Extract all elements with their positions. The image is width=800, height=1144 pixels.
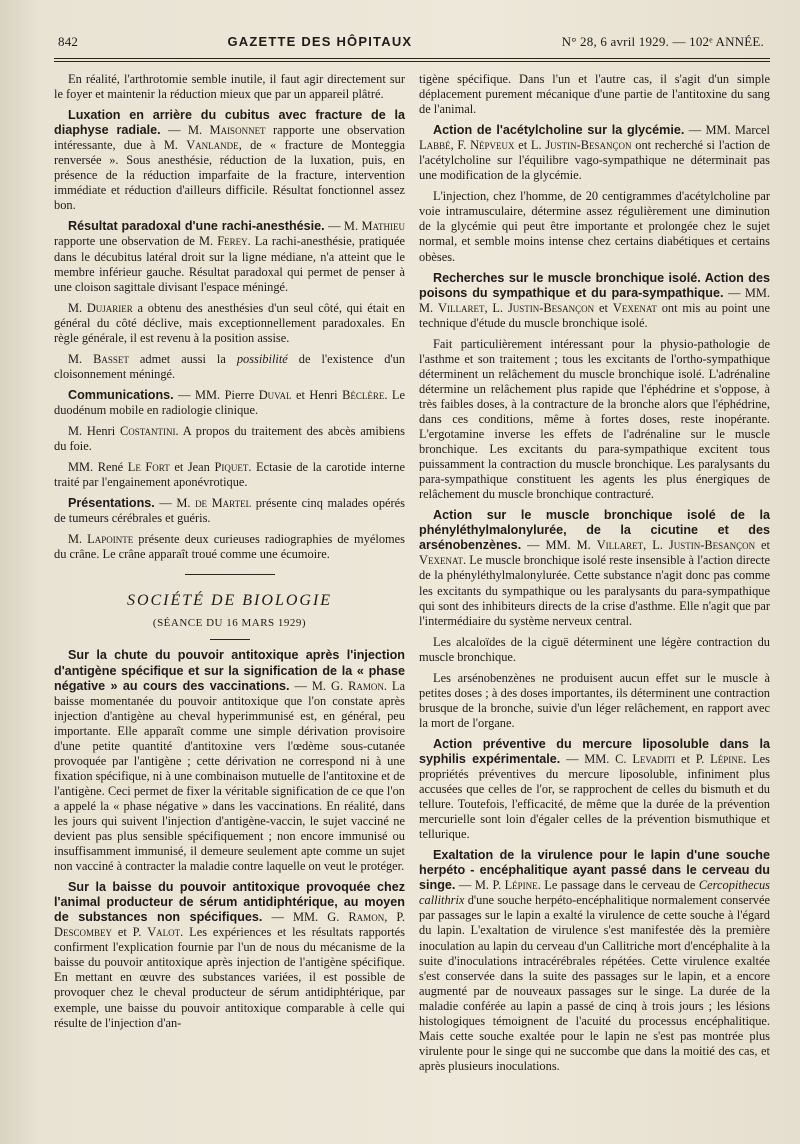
entry-text: , P. — [384, 910, 406, 925]
paragraph: Les alcaloïdes de la ciguë déterminent une légère contraction du muscle bronchique. — [419, 634, 770, 664]
entry-text: M. Henri — [68, 423, 120, 438]
paradoxal-entry — [54, 219, 405, 294]
author-name: Dujarier — [86, 300, 133, 315]
entry-text: et Jean — [169, 460, 215, 475]
dujarier-entry — [54, 301, 405, 346]
entry-text: . La baisse momentanée du pouvoir antitoxique que l'on constate après injection d'antigène au cheval hyperimmunisé est, en général, peu importante. Elle apparaît comme une simple dérivation provisoire d'une petite quantité d'antitoxine vers l'œdème sous-cutanée provoquée par l'antigène ; cette dérivation ne correspond ni à une fixation spécifique, ni à une combinaison mutuelle de l'antitoxine et de l'antigène. Ceci permet de fixer la véritable signification de ce que l'on a appelé la « phase négative » dans les vaccinations. En réalité, dans les jours qui suivent l'injection d'antigène-vaccin, le sujet vacciné ne devient pas plus sensible spécifiquement ; non encore immunisé ou insuffisamment immunisé, il demeure seulement apte comme un sujet non vacciné à contracter la maladie contre laquelle on veut le protéger. — [54, 678, 405, 874]
recherches-entry — [419, 271, 770, 331]
entry-text: et P. — [675, 751, 711, 766]
author-name: Ramon — [348, 678, 384, 693]
section-subtitle: (SÉANCE DU 16 MARS 1929) — [152, 617, 307, 630]
entry-text: et — [594, 300, 613, 315]
entry-text: — MM. Marcel — [684, 123, 770, 138]
author-name: Valot — [147, 925, 181, 940]
author-name: Levaditi — [632, 751, 676, 766]
entry-text: M. — [68, 532, 88, 547]
presentations-entry — [54, 496, 405, 526]
entry-text: M. — [68, 300, 87, 315]
entry-text: . Le passage dans le cerveau de — [537, 878, 699, 893]
paragraph: En réalité, l'arthrotomie semble inutile, il faut agir directement sur le foyer et maintenir la réduction mieux que par un appareil plâtré. — [54, 72, 405, 102]
entry-text: et P. — [111, 925, 148, 940]
entry-text: — MM. C. — [560, 751, 633, 766]
entry-title: Action de l'acétylcholine sur la glycémie. — [433, 123, 685, 138]
issue-info: N° 28, 6 avril 1929. — 102ᵉ ANNÉE. — [561, 34, 764, 49]
basset-entry — [54, 352, 405, 382]
costantini-entry — [54, 424, 405, 454]
entry-text: . A propos du traitement des abcès amibiens du foie. — [54, 423, 405, 454]
entry-text: — MM. G. — [262, 910, 349, 925]
entry-text: — M. P. — [455, 878, 505, 893]
author-name: Le Fort — [127, 460, 170, 475]
entry-text: — M. — [160, 123, 210, 138]
author-name: Villaret — [596, 538, 644, 553]
entry-title: Recherches sur le muscle bronchique isolé. Action des poisons du sympathique et du para-sympathique. — [419, 270, 770, 300]
entry-title: Exaltation de la virulence pour le lapin d'une souche herpéto - encéphalitique ayant passé dans le cerveau du singe. — [419, 848, 770, 893]
entry-text: d'une souche herpéto-encéphalitique normalement conservée par passages sur le lapin a exalté la virulence de cette souche à l'égard du lapin. L'exaltation de virulence s'est manifestée dès la première inoculation au lapin du cerveau d'un Callitriche mort d'encéphalite à la suite d'inoculations intracérébrales répétées. Cette virulence exaltée s'est conservée dans la suite des passages sur le lapin, et a encore augmenté par de nouveaux passages sur le singe. La durée de la maladie conférée au lapin a passé de cinq à trois jours ; les lésions histologiques témoignent de l'acuité du processus encéphalitique. Mais cette souche exaltée pour le lapin ne s'est pas montrée plus virulente pour le singe qui ne succombe que dans la moitié des cas, et après plusieurs inoculations. — [419, 893, 770, 1073]
entry-text: . Les expériences et les résultats rapportés confirment l'explication fournie par l'un de nous du mécanisme de la baisse du pouvoir antitoxique après injection de l'antigène spécifique. En mettant en œuvre des substances variées, il est possible de provoquer chez le cheval producteur de sérum antidiphtérique, par exemple, une baisse du pouvoir antitoxique comparable à celle qui résulte de l'injection d'an- — [54, 925, 405, 1030]
author-name: Justin-Besançon — [668, 538, 756, 553]
entry-text: , de « fracture de Monteggia renversée ». Sous anesthésie, réduction de la luxation, puis, en présence de la réduction imparfaite de la fracture, intervention immédiate et réduction d'ailleurs difficile. Résultat fonctionnel assez bon. — [54, 138, 405, 213]
author-name: Villaret — [438, 300, 485, 315]
entry-text: et — [755, 538, 771, 553]
entry-text: présente deux curieuses radiographies de myélomes du crâne. Le crâne apparaît troué comme une écumoire. — [54, 532, 405, 562]
text-columns — [54, 72, 770, 1080]
entry-title: Résultat paradoxal d'une rachi-anesthésie. — [68, 219, 325, 234]
entry-text: ont mis au point une technique d'étude du muscle bronchique isolé. — [419, 300, 771, 330]
entry-title: Sur la chute du pouvoir antitoxique après l'injection d'antigène spécifique et sur la signification de la « phase négative » au cours des vaccinations. — [54, 648, 405, 693]
author-name: Béclère — [342, 387, 385, 402]
header-rule-thin — [54, 61, 770, 62]
mercure-entry — [419, 737, 770, 842]
author-name: Piquet — [214, 460, 249, 475]
author-name: Lapointe — [87, 532, 134, 547]
entry-text: — M. G. — [289, 678, 349, 693]
paragraph: Les arsénobenzènes ne produisent aucun effet sur le muscle à petites doses ; à des doses importantes, ils déterminent une contraction brusque de la bronche, suivie d'un léger relâchement, en rapport avec la mort de l'organe. — [419, 670, 770, 730]
author-name: Justin-Besançon — [507, 300, 595, 315]
entry-text: , L. — [484, 300, 508, 315]
author-name: Duval — [258, 387, 292, 402]
section-heading — [54, 593, 405, 640]
entry-text: ont recherché si l'action de l'acétylcholine sur l'équilibre vago-sympathique ne déterminait pas une modification de la glycémie. — [419, 138, 771, 183]
author-name: Vanlande — [186, 138, 239, 153]
entry-text: , F. — [450, 138, 471, 153]
entry-text: a obtenu des anesthésies d'un seul côté, qui était en général du côté déclive, mais exceptionnellement paradoxales. En règle générale, il est revenu à la position assise. — [54, 300, 405, 345]
author-name: Lépine — [504, 878, 538, 893]
paragraph: L'injection, chez l'homme, de 20 centigrammes d'acétylcholine par voie intramusculaire, détermine assez régulièrement une diminution de la glycémie qui peut être importante et prolongée chez le sujet normal, et semble moins intense chez certains diabétiques et certains obèses. — [419, 189, 770, 264]
author-name: Lépine — [710, 751, 744, 766]
entry-text: — MM. Pierre — [173, 387, 259, 402]
chute-entry — [54, 648, 405, 874]
entry-text: — M. — [324, 219, 362, 234]
journal-title: GAZETTE DES HÔPITAUX — [227, 34, 413, 49]
entry-title: Action sur le muscle bronchique isolé de la phényléthylmalonylurée, de la cicutine et des arsénobenzènes. — [419, 508, 770, 553]
author-name: Népveux — [470, 138, 515, 153]
author-name: Ferey — [217, 234, 248, 249]
baisse-entry — [54, 880, 405, 1030]
entry-text: . La rachi-anesthésie, pratiquée dans le décubitus latéral droit sur la ligne médiane, n'a atteint que le membre inférieur gauche. Résultat paradoxal qui permet de penser à une cloison sagittale divisant l'espace méningé. — [54, 234, 406, 294]
acetyl-entry — [419, 123, 770, 183]
entry-text: rapporte une observation de M. — [54, 234, 218, 249]
lefort-entry — [54, 460, 405, 490]
entry-text: de l'existence d'un cloisonnement méningé. — [54, 351, 406, 381]
entry-text: , L. — [643, 538, 669, 553]
species-name: Cercopithecus callithrix — [419, 878, 771, 908]
entry-text: — MM. M. — [419, 285, 770, 315]
section-divider — [185, 574, 275, 575]
entry-text: . Ectasie de la carotide interne traité par l'engainement aponévrotique. — [54, 460, 405, 490]
entry-text: . Les propriétés préventives du mercure liposoluble, infiniment plus accusées que celles de l'or, se rapprochent de celles du bismuth et du tellure. Toutefois, l'efficacité, de même que la durée de la prévention mercurielle sont loin d'égaler celles de la prévention bismuthique et tellurique. — [419, 751, 770, 842]
paragraph: Fait particulièrement intéressant pour la physio-pathologie de l'asthme et son traitement ; tous les excitants de l'ortho-sympathique déterminent un relâchement du muscle bronchique isolé. L'adrénaline détermine un relâchement plus rapide que l'éphédrine et s'oppose, à très faibles doses, à la contracture de la bronche alors que l'éphédrine, dans ces conditions, même à fortes doses, reste inopérante. L'ergotamine inverse les effets de l'adrénaline sur le muscle bronchique. Les excitants du para-sympathique excitent tous puissamment la contraction du muscle bronchique. Les paralysants du para-sympathique constituent les agents les plus énergiques de relâchement du muscle bronchique contracturé. — [419, 336, 770, 502]
author-name: Descombey — [54, 925, 112, 940]
entry-text: . Le duodénum mobile en radiologie clinique. — [54, 387, 406, 417]
page-number: 842 — [58, 34, 79, 49]
emphasis-text: possibilité — [236, 351, 288, 366]
entry-text: rapporte une observation intéressante, due à M. — [54, 123, 405, 153]
entry-text: présente cinq malades opérés de tumeurs cérébrales et guéris. — [54, 496, 405, 526]
entry-title: Communications. — [68, 387, 174, 402]
entry-text: MM. René — [68, 460, 128, 475]
running-header — [54, 34, 770, 50]
section-title: SOCIÉTÉ DE BIOLOGIE — [126, 592, 333, 610]
author-name: Maisonnet — [209, 123, 266, 138]
author-name: Basset — [93, 351, 129, 366]
entry-text: et Henri — [291, 387, 343, 402]
author-name: Labbé — [419, 138, 451, 153]
author-name: de Martel — [195, 496, 252, 511]
entry-text: M. — [68, 351, 94, 366]
herpeto-entry — [419, 848, 770, 1074]
section-rule — [210, 639, 250, 640]
author-name: Vexenat — [419, 553, 463, 568]
author-name: Justin-Besançon — [545, 138, 632, 153]
luxation-entry — [54, 108, 405, 213]
entry-title: Présentations. — [68, 496, 155, 511]
author-name: Vexenat — [612, 300, 657, 315]
paragraph: tigène spécifique. Dans l'un et l'autre cas, il s'agit d'un simple déplacement purement mécanique d'une partie de l'antitoxine du sang de l'animal. — [419, 72, 770, 117]
entry-text: — M. — [154, 496, 196, 511]
author-name: Mathieu — [361, 219, 405, 234]
phenyl-entry — [419, 508, 770, 628]
entry-title: Luxation en arrière du cubitus avec fracture de la diaphyse radiale. — [54, 108, 405, 138]
communications-entry — [54, 388, 405, 418]
entry-text: et L. — [514, 138, 546, 153]
entry-text: . Le muscle bronchique isolé reste insensible à l'action directe de la phényléthylmalonylurée. Cette substance n'agit donc pas comme les excitants du sympathique ou les paralysants du para-sympathique qui sont des inhibiteurs directs de la crise d'asthme. Elle n'agit que par l'intermédiaire du système nerveux central. — [419, 553, 770, 628]
entry-title: Action préventive du mercure liposoluble dans la syphilis expérimentale. — [419, 736, 770, 766]
entry-text: — MM. M. — [521, 538, 597, 553]
lapointe-entry — [54, 532, 405, 562]
entry-text: admet aussi la — [128, 351, 237, 366]
author-name: Ramon — [348, 910, 385, 925]
right-column — [419, 72, 770, 1080]
entry-title: Sur la baisse du pouvoir antitoxique provoquée chez l'animal producteur de sérum antidiphtérique, au moyen de substances non spécifiques. — [54, 880, 405, 925]
left-column — [54, 72, 405, 1080]
author-name: Costantini — [119, 423, 176, 438]
header-rule — [54, 58, 770, 59]
